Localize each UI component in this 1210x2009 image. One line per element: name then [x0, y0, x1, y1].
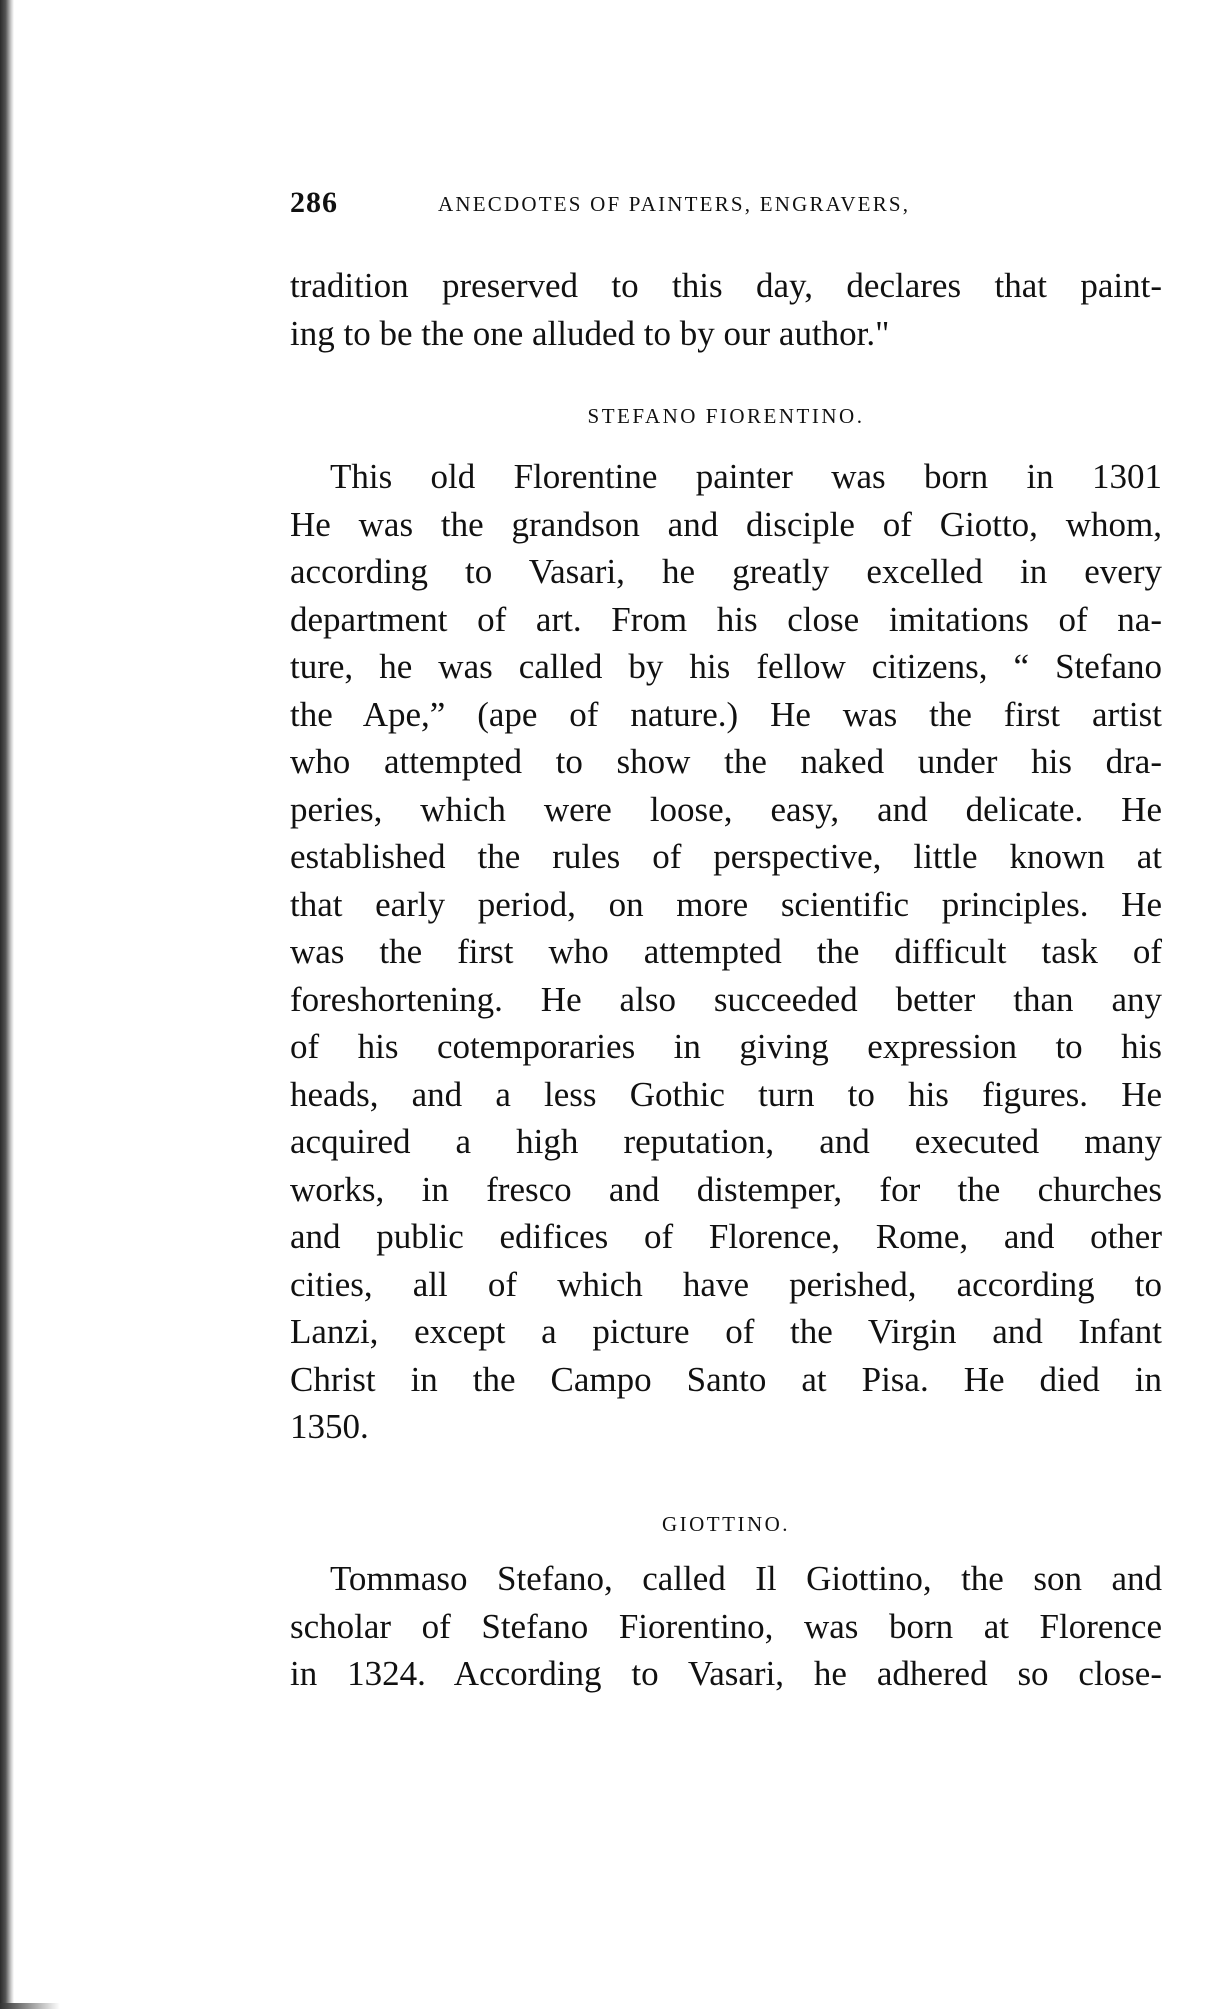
text-line: scholar of Stefano Fiorentino, was born at Florence [290, 1606, 1162, 1646]
paragraph-stefano-fiorentino [290, 453, 1162, 1451]
running-title: ANECDOTES OF PAINTERS, ENGRAVERS, [438, 192, 911, 216]
page-number: 286 [290, 186, 338, 219]
running-head [290, 186, 1170, 230]
text-line: Tommaso Stefano, called Il Giottino, the son and [330, 1559, 1162, 1598]
text-line: ture, he was called by his fellow citizens, “ Stefano [290, 647, 1162, 686]
text-line: who attempted to show the naked under his dra- [290, 742, 1162, 781]
section-heading-stefano-fiorentino: STEFANO FIORENTINO. [587, 404, 865, 428]
text-line: established the rules of perspective, little known at [290, 837, 1162, 876]
text-line: department of art. From his close imitations of na- [290, 599, 1162, 639]
text-line: according to Vasari, he greatly excelled in every [290, 552, 1162, 591]
page-edge-shadow-bottom [0, 2003, 60, 2009]
section-heading-giottino: GIOTTINO. [661, 1512, 791, 1536]
text-line: of his cotemporaries in giving expression to his [290, 1027, 1162, 1066]
text-line: the Ape,” (ape of nature.) He was the first artist [290, 694, 1162, 734]
page-edge-shadow [0, 0, 14, 2009]
text-line: He was the grandson and disciple of Giotto, whom, [290, 504, 1162, 544]
text-line: cities, all of which have perished, according to [290, 1264, 1162, 1304]
text-line: This old Florentine painter was born in 1301 [330, 457, 1162, 496]
text-line: 1350. [290, 1407, 369, 1446]
text-line: tradition preserved to this day, declares that paint- [290, 266, 1162, 305]
text-line: Lanzi, except a picture of the Virgin and Infant [290, 1312, 1162, 1351]
intro-paragraph [290, 262, 1162, 357]
text-line: Christ in the Campo Santo at Pisa. He died in [290, 1359, 1162, 1399]
text-line: that early period, on more scientific principles. He [290, 884, 1162, 924]
text-line: was the first who attempted the difficult task of [290, 932, 1162, 971]
text-line: foreshortening. He also succeeded better than any [290, 979, 1162, 1019]
paragraph-giottino [290, 1555, 1162, 1698]
text-line: and public edifices of Florence, Rome, and other [290, 1217, 1162, 1256]
text-line: ing to be the one alluded to by our author." [290, 313, 890, 353]
text-line: heads, and a less Gothic turn to his figures. He [290, 1074, 1162, 1114]
text-line: acquired a high reputation, and executed many [290, 1122, 1162, 1161]
text-line: peries, which were loose, easy, and delicate. He [290, 789, 1162, 829]
text-line: works, in fresco and distemper, for the churches [290, 1169, 1162, 1209]
text-line: in 1324. According to Vasari, he adhered so close- [290, 1654, 1162, 1693]
